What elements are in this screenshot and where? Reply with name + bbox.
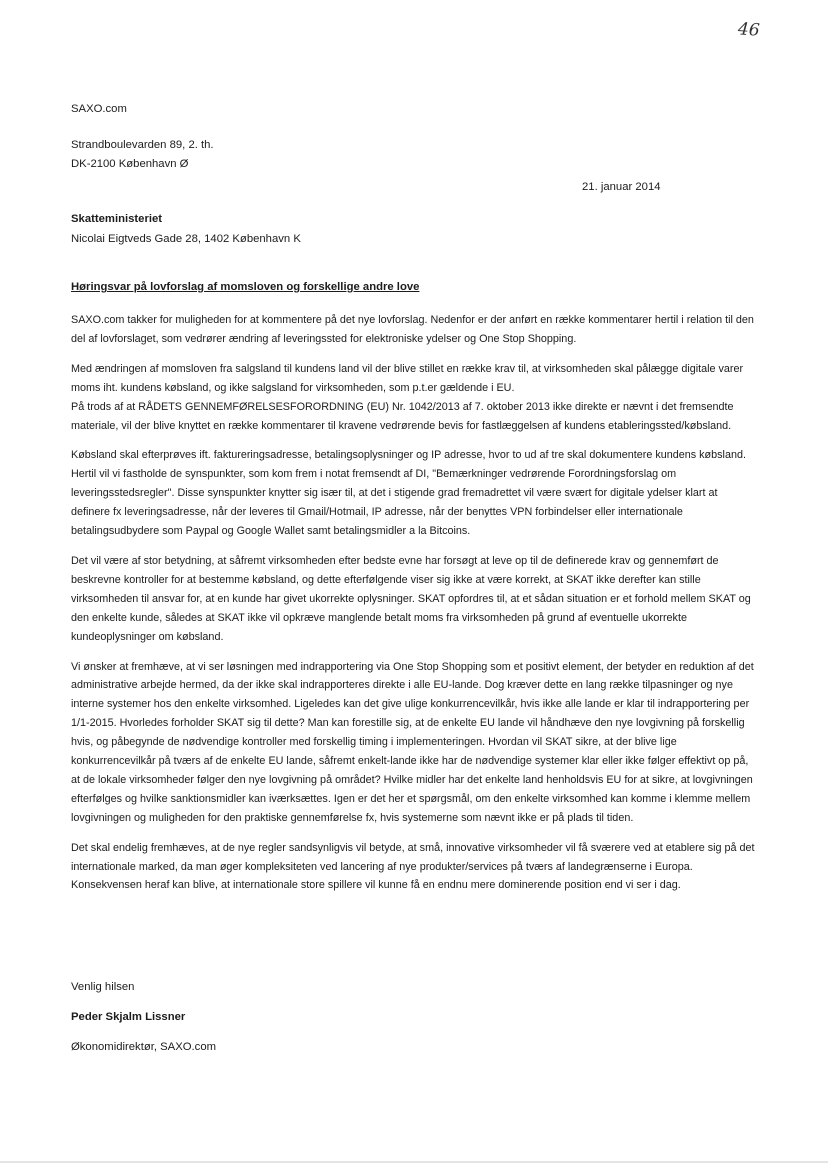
sender-address [71,136,214,173]
paragraph-liability: Det vil være af stor betydning, at såfremt virksomheden efter bedste evne har forsøgt at leve op til de definerede krav og gennemført de beskrevne kontroller for at bestemme købsland, og dette efterfølgende viser sig ikke at være korrekt, at SKAT ikke derefter kan stille virksomheden til ansvar for, at en kunde har givet ukorrekte oplysninger. SKAT opfordres til, at et sådan situation er et forhold mellem SKAT og den enkelte kunde, således at SKAT ikke vil opkræve manglende betalt moms fra virksomheden på grund af eventuelle ukorrekte kundeoplysninger om købsland. [71,554,751,643]
signer-title: Økonomidirektør, SAXO.com [71,1041,217,1053]
paragraph-purchase-country: Købsland skal efterprøves ift. faktureringsadresse, betalingsoplysninger og IP adresse, hvor to ud af tre skal dokumentere kundens købsland. Hertil vil vi fastholde de synspunkter, som kom frem i notat fremsendt af DI, "Bemærkninger vedrørende Forordningsforslag om leveringsstedsregler". Disse synspunkter knytter sig især til, at det i stigende grad fremadrettet vil være svært for digitale ydelser klart at definere fx leveringsadresse, når der leveres til Gmail/Hotmail, IP adresse, når der benyttes VPN forbindelser eller internationale betalingsudbydere som Paypal og Google Wallet samt betalingsmidler a la Bitcoins. [71,449,746,538]
paragraph-intro: SAXO.com takker for muligheden for at kommentere på det nye lovforslag. Nedenfor er der anført en række kommentarer hertil i relation til den del af lovforslaget, som vedrører ændring af leveringssted for elektroniske ydelser og One Stop Shopping. [71,314,754,345]
letter-subject: Høringsvar på lovforslag af momsloven og forskellige andre love [71,281,420,293]
recipient-address: Nicolai Eigtveds Gade 28, 1402 København K [71,233,301,245]
paragraph-vat-change: Med ændringen af momsloven fra salgsland til kundens land vil der blive stillet en række krav til, at virksomheden skal pålægge digitale varer moms iht. kundens købsland, og ikke salgsland for virksomheden, som p.t.er gældende i EU. [71,362,744,394]
closing-block [71,978,216,1068]
letter-body [71,311,759,906]
letter-date: 21. januar 2014 [582,181,661,193]
paragraph-regulation: På trods af at RÅDETS GENNEMFØRELSESFORORDNING (EU) Nr. 1042/2013 af 7. oktober 2013 ikke direkte er nævnt i det fremsendte materiale, vil der blive knyttet en række kommentarer til kravene vedrørende bevis for fastlæggelsen af kundens etableringssted/købsland. [71,400,734,432]
sender-city: DK-2100 København Ø [71,157,189,170]
paragraph-conclusion: Det skal endelig fremhæves, at de nye regler sandsynligvis vil betyde, at små, innovative virksomheder vil få sværere ved at etablere sig på det internationale marked, da man øger kompleksiteten ved lancering af nye produkter/services på tværs af landegrænserne i Europa. Konsekvensen heraf kan blive, at internationale store spillere vil kunne få en endnu mere dominerende position end vi ser i dag. [71,841,755,892]
sender-street: Strandboulevarden 89, 2. th. [71,139,214,151]
handwritten-page-number: 46 [737,19,761,41]
recipient-name: Skatteministeriet [71,213,163,225]
signer-name: Peder Skjalm Lissner [71,1011,186,1023]
paragraph-one-stop-shop: Vi ønsker at fremhæve, at vi ser løsningen med indrapportering via One Stop Shopping som et positivt element, der betyder en reduktion af det administrative arbejde hermed, da der ikke skal indrapporteres direkte i alle EU-lande. Dog kræver dette en lang række tilpasninger og nye interne systemer hos den enkelte virksomhed. Ligeledes kan det give ulige konkurrencevilkår, hvis ikke alle lande er klar til indrapportering per 1/1-2015. Hvorledes forholder SKAT sig til dette? Man kan forestille sig, at de enkelte EU lande vil håndhæve den nye lovgivning på forskellig hvis, og påbegynde de nødvendige kontroller med forskellig timing i implementeringen. Hvordan vil SKAT sikre, at der blive lige konkurrencevilkår på tværs af de enkelte EU lande, såfremt enkelt-lande ikke har de nødvendige systemer klar eller ikke følger effektivt op på, at de lokale virksomheder følger den nye lovgivning på området? Hvilke midler har det enkelte land henholdsvis EU for at sikre, at lovgivningen efterfølges og hvilke sanktionsmidler kan iværksættes. Igen er det her et spørgsmål, om den enkelte virksomhed kan komme i klemme mellem lovgivningen og muligheden for den praktiske gennemførelse fx, hvis systemerne som nævnt ikke er på plads til tiden. [71,660,754,824]
recipient-block [71,209,301,249]
scan-edge-divider [0,1161,828,1163]
sender-company: SAXO.com [71,103,127,115]
closing-greeting: Venlig hilsen [71,981,135,993]
